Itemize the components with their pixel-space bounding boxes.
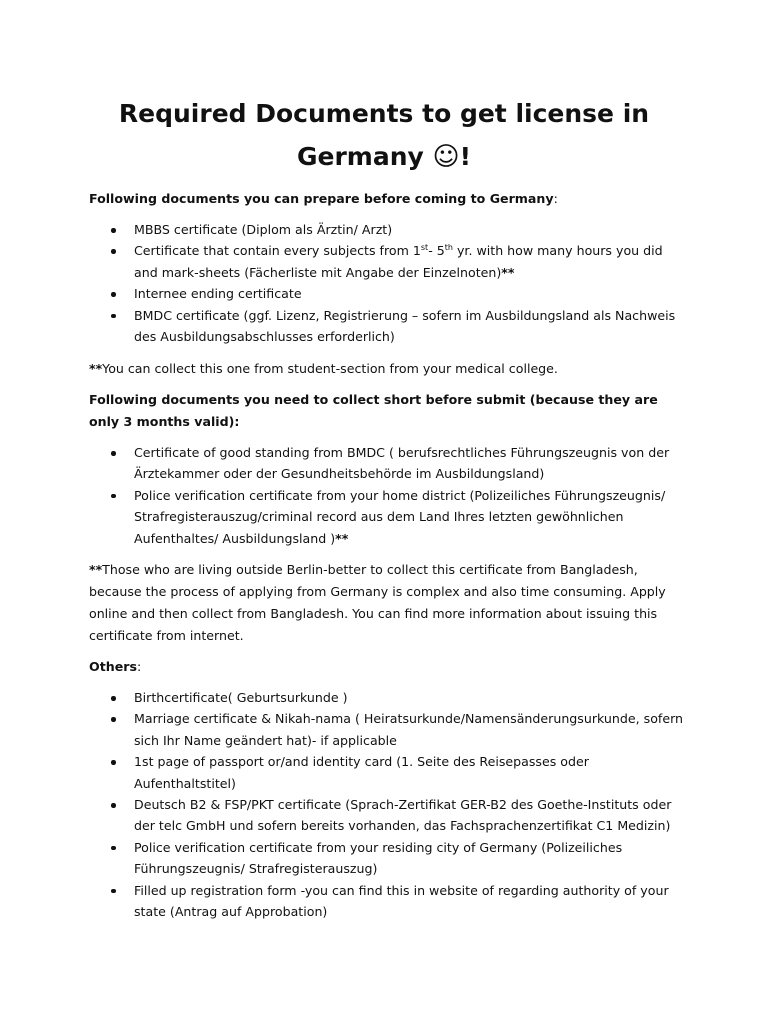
bullet-icon	[111, 314, 116, 319]
list-item-text: BMDC certificate (ggf. Lizenz, Registrierung – sofern im Ausbildungsland als Nachweis des Ausbildungsabschlusses erforderlich)	[134, 307, 676, 345]
section3-list	[89, 687, 689, 922]
list-item	[89, 283, 689, 304]
bullet-icon	[111, 760, 116, 765]
section2-heading-text: Following documents you need to collect short before submit (because they are only 3 months valid):	[89, 392, 658, 429]
title-country: Germany	[296, 142, 424, 171]
title-exclamation: !	[459, 142, 472, 171]
list-item	[89, 485, 689, 549]
note1	[89, 358, 689, 380]
section3-heading	[89, 656, 689, 678]
list-item	[89, 219, 689, 240]
footnote-mark: **	[89, 562, 103, 577]
bullet-icon	[111, 494, 116, 499]
section2-heading	[89, 389, 689, 433]
note1-text: You can collect this one from student-section from your medical college.	[102, 361, 558, 376]
note2-text: Those who are living outside Berlin-better to collect this certificate from Bangladesh, because the process of applying from Germany is complex and also time consuming. Apply online and then collect from Bangladesh. You can find more information about issuing this certificate from internet.	[89, 562, 666, 643]
bullet-icon	[111, 803, 116, 808]
list-item-text: Certificate of good standing from BMDC ( berufsrechtliches Führungszeugnis von der Ärztekammer oder der Gesundheitsbehörde im Ausbildungsland)	[134, 445, 670, 482]
section3-heading-text: Others	[89, 659, 137, 674]
smiley-icon: ☺	[432, 142, 460, 172]
section2-list	[89, 442, 689, 549]
list-item	[89, 794, 689, 837]
section1-list	[89, 219, 689, 347]
section1-heading-colon: :	[553, 191, 558, 206]
bullet-icon	[111, 846, 116, 851]
list-item-text: yr. with how many hours you did and mark-sheets (Fächerliste mit Angabe der Einzelnoten)	[134, 243, 663, 280]
section3-heading-colon: :	[136, 659, 142, 674]
list-item	[89, 837, 689, 880]
footnote-mark: **	[335, 530, 349, 546]
list-item	[89, 708, 689, 751]
section1-heading	[89, 188, 689, 210]
list-item-text: MBBS certificate (Diplom als Ärztin/ Arzt)	[134, 222, 393, 237]
bullet-icon	[111, 249, 116, 254]
list-item	[89, 305, 689, 348]
bullet-icon	[111, 228, 116, 233]
list-item-text: - 5	[428, 243, 445, 259]
superscript-th: th	[444, 243, 453, 253]
list-item	[89, 442, 689, 485]
list-item-text: 1st page of passport or/and identity card (1. Seite des Reisepasses oder Aufenthaltstitel)	[134, 754, 589, 791]
bullet-icon	[111, 292, 116, 297]
list-item-text: Filled up registration form -you can find this in website of regarding authority of your state (Antrag auf Approbation)	[134, 882, 669, 920]
bullet-icon	[111, 889, 116, 894]
bullet-icon	[111, 451, 116, 456]
footnote-mark: **	[501, 264, 515, 280]
list-item-text: Police verification certificate from your home district (Polizeiliches Führungszeugnis/ Strafregisterauszug/criminal record aus dem Land Ihres letzten gewöhnlichen Aufenthaltes/ Ausbildungsland )	[134, 487, 666, 546]
page-title-line2	[0, 142, 768, 172]
footnote-mark: **	[89, 361, 103, 376]
bullet-icon	[111, 717, 116, 722]
page-title-line1: Required Documents to get license in	[118, 99, 650, 128]
note2	[89, 559, 689, 647]
list-item-text: Marriage certificate & Nikah-nama ( Heiratsurkunde/Namensänderungsurkunde, sofern sich Ihr Name geändert hat)- if applicable	[134, 711, 684, 748]
bullet-icon	[111, 696, 116, 701]
list-item-text: Police verification certificate from your residing city of Germany (Polizeiliches Führungszeugnis/ Strafregisterauszug)	[134, 839, 623, 877]
list-item	[89, 240, 689, 283]
list-item-text: Certificate that contain every subjects from 1	[134, 243, 421, 259]
list-item-text: Deutsch B2 & FSP/PKT certificate (Sprach-Zertifikat GER-B2 des Goethe-Instituts oder der telc GmbH und sofern bereits vorhanden, das Fachsprachenzertifikat C1 Medizin)	[134, 797, 672, 834]
superscript-st: st	[420, 243, 429, 253]
list-item	[89, 880, 689, 923]
list-item	[89, 751, 689, 794]
list-item-text: Internee ending certificate	[134, 286, 302, 302]
list-item	[89, 687, 689, 708]
section1-heading-text: Following documents you can prepare before coming to Germany	[89, 191, 554, 206]
list-item-text: Birthcertificate( Geburtsurkunde )	[134, 690, 348, 705]
